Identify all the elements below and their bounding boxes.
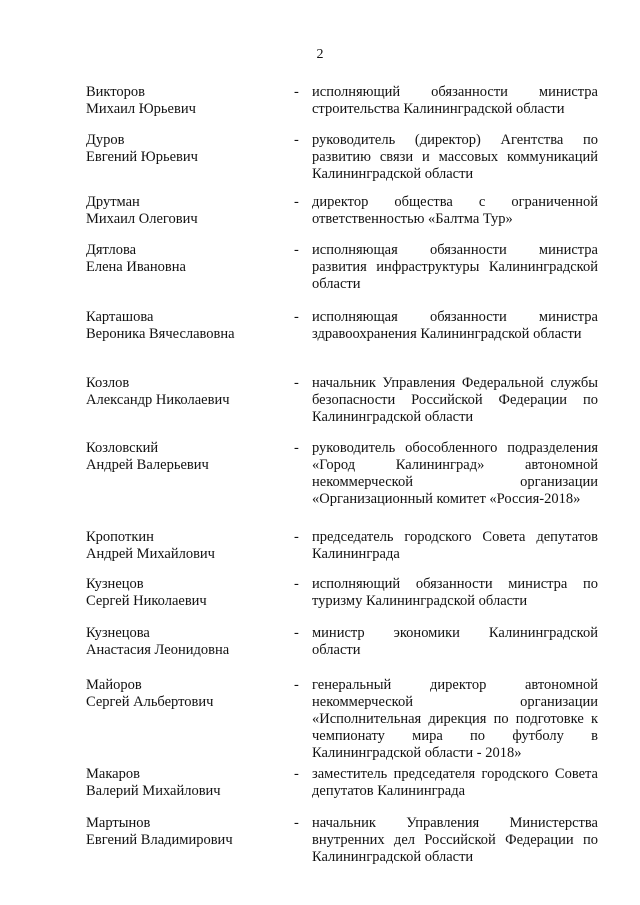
- person-name: [86, 440, 286, 474]
- person-position: заместитель председателя городского Совета депутатов Калининграда: [312, 766, 598, 799]
- person-given-name: Михаил Юрьевич: [86, 101, 196, 117]
- person-position: начальник Управления Министерства внутренних дел Российской Федерации по Калининградской области: [312, 815, 598, 865]
- person-name: [86, 132, 286, 166]
- person-surname: Друтман: [86, 194, 140, 210]
- person-position: председатель городского Совета депутатов Калининграда: [312, 529, 598, 562]
- person-name: [86, 309, 286, 343]
- person-name: [86, 576, 286, 610]
- person-position: директор общества с ограниченной ответственностью «Балтма Тур»: [312, 194, 598, 227]
- person-given-name: Анастасия Леонидовна: [86, 642, 230, 658]
- dash-separator: -: [294, 677, 299, 693]
- person-given-name: Михаил Олегович: [86, 211, 198, 227]
- person-surname: Мартынов: [86, 815, 151, 831]
- dash-separator: -: [294, 766, 299, 782]
- person-surname: Карташова: [86, 309, 154, 325]
- person-surname: Кузнецов: [86, 576, 144, 592]
- person-position: исполняющий обязанности министра по туризму Калининградской области: [312, 576, 598, 609]
- person-position: начальник Управления Федеральной службы безопасности Российской Федерации по Калининградской области: [312, 375, 598, 425]
- dash-separator: -: [294, 375, 299, 391]
- person-given-name: Андрей Валерьевич: [86, 457, 209, 473]
- person-position: исполняющий обязанности министра строительства Калининградской области: [312, 84, 598, 117]
- page-number: 2: [316, 47, 324, 62]
- person-given-name: Сергей Николаевич: [86, 593, 207, 609]
- person-name: [86, 194, 286, 228]
- person-position: руководитель (директор) Агентства по развитию связи и массовых коммуникаций Калининградской области: [312, 132, 598, 182]
- dash-separator: -: [294, 529, 299, 545]
- person-given-name: Андрей Михайлович: [86, 546, 215, 562]
- person-surname: Дуров: [86, 132, 125, 148]
- person-given-name: Евгений Юрьевич: [86, 149, 198, 165]
- person-surname: Кузнецова: [86, 625, 150, 641]
- person-given-name: Валерий Михайлович: [86, 783, 221, 799]
- dash-separator: -: [294, 815, 299, 831]
- person-surname: Дятлова: [86, 242, 137, 258]
- person-name: [86, 625, 286, 659]
- dash-separator: -: [294, 625, 299, 641]
- person-name: [86, 677, 286, 711]
- person-given-name: Александр Николаевич: [86, 392, 230, 408]
- person-position: генеральный директор автономной некоммерческой организации «Исполнительная дирекция по подготовке к чемпионату мира по футболу в Калининградской области - 2018»: [312, 677, 598, 761]
- dash-separator: -: [294, 194, 299, 210]
- person-surname: Козловский: [86, 440, 159, 456]
- person-name: [86, 375, 286, 409]
- person-position: руководитель обособленного подразделения «Город Калининград» автономной некоммерческой организации «Организационный комитет «Россия-2018»: [312, 440, 598, 507]
- person-position: исполняющая обязанности министра здравоохранения Калининградской области: [312, 309, 598, 342]
- dash-separator: -: [294, 132, 299, 148]
- dash-separator: -: [294, 309, 299, 325]
- person-given-name: Елена Ивановна: [86, 259, 186, 275]
- person-position: исполняющая обязанности министра развития инфраструктуры Калининградской области: [312, 242, 598, 292]
- person-name: [86, 529, 286, 563]
- person-surname: Майоров: [86, 677, 142, 693]
- dash-separator: -: [294, 84, 299, 100]
- person-surname: Кропоткин: [86, 529, 154, 545]
- person-given-name: Сергей Альбертович: [86, 694, 214, 710]
- person-name: [86, 815, 286, 849]
- person-name: [86, 766, 286, 800]
- person-position: министр экономики Калининградской области: [312, 625, 598, 658]
- person-name: [86, 242, 286, 276]
- person-surname: Макаров: [86, 766, 140, 782]
- person-given-name: Вероника Вячеславовна: [86, 326, 235, 342]
- dash-separator: -: [294, 242, 299, 258]
- dash-separator: -: [294, 440, 299, 456]
- person-surname: Козлов: [86, 375, 130, 391]
- person-given-name: Евгений Владимирович: [86, 832, 233, 848]
- dash-separator: -: [294, 576, 299, 592]
- person-name: [86, 84, 286, 118]
- person-surname: Викторов: [86, 84, 146, 100]
